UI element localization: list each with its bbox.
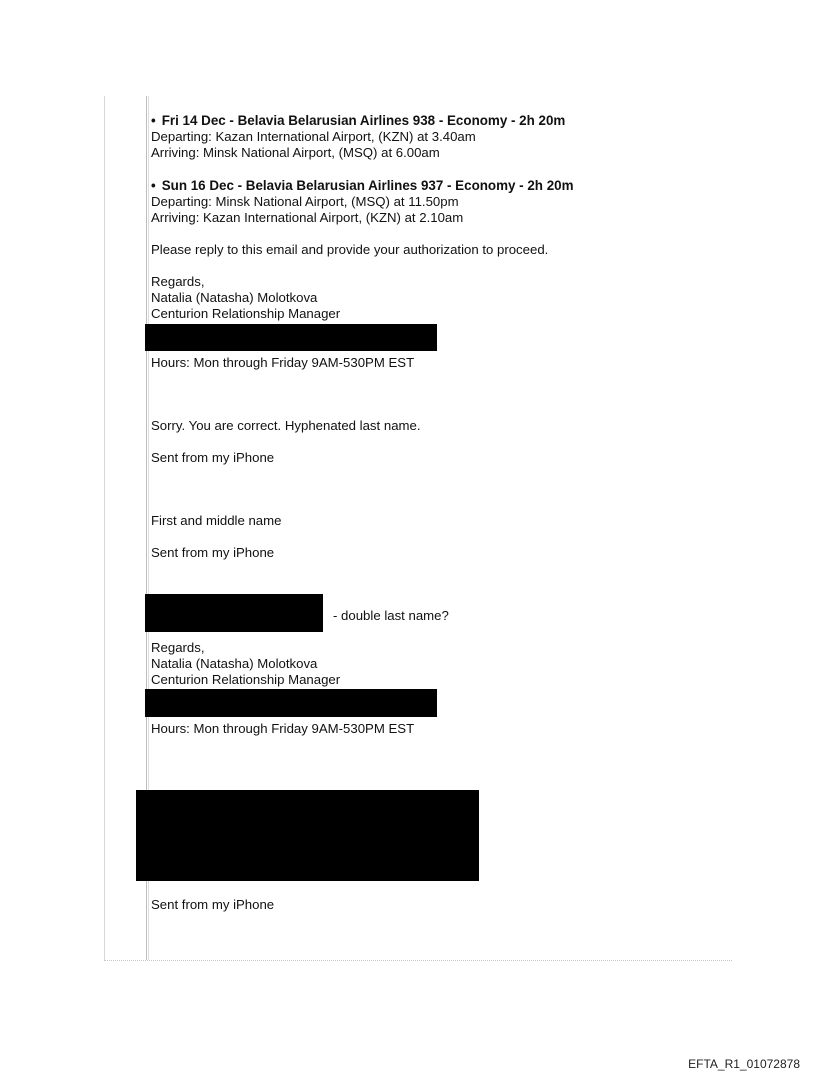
email-frame-bottom-border bbox=[104, 960, 732, 961]
signature-hours: Hours: Mon through Friday 9AM-530PM EST bbox=[151, 721, 415, 736]
signature-title: Centurion Relationship Manager bbox=[151, 672, 341, 687]
signature-regards: Regards, bbox=[151, 274, 205, 289]
redaction-box bbox=[145, 594, 323, 632]
redaction-box bbox=[145, 324, 437, 351]
flight-1-departing: Departing: Kazan International Airport, (KZN) at 3.40am bbox=[151, 129, 476, 144]
sent-from-iphone: Sent from my iPhone bbox=[151, 897, 275, 912]
authorization-request: Please reply to this email and provide your authorization to proceed. bbox=[151, 242, 549, 257]
signature-title: Centurion Relationship Manager bbox=[151, 306, 341, 321]
message-first-middle-name: First and middle name bbox=[151, 513, 282, 528]
flight-1-arriving: Arriving: Minsk National Airport, (MSQ) at 6.00am bbox=[151, 145, 440, 160]
sent-from-iphone: Sent from my iPhone bbox=[151, 545, 275, 560]
bullet-icon: • bbox=[151, 113, 156, 128]
signature-regards: Regards, bbox=[151, 640, 205, 655]
message-double-last-name: - double last name? bbox=[333, 608, 449, 623]
bullet-icon: • bbox=[151, 178, 156, 193]
flight-2-arriving: Arriving: Kazan International Airport, (KZN) at 2.10am bbox=[151, 210, 464, 225]
signature-hours: Hours: Mon through Friday 9AM-530PM EST bbox=[151, 355, 415, 370]
message-hyphenated: Sorry. You are correct. Hyphenated last name. bbox=[151, 418, 421, 433]
flight-2-header-text: Sun 16 Dec - Belavia Belarusian Airlines 937 - Economy - 2h 20m bbox=[161, 178, 574, 193]
redaction-box bbox=[145, 689, 437, 717]
signature-name: Natalia (Natasha) Molotkova bbox=[151, 656, 318, 671]
sent-from-iphone: Sent from my iPhone bbox=[151, 450, 275, 465]
email-frame-left-border bbox=[104, 96, 105, 960]
flight-1-header bbox=[151, 113, 565, 129]
flight-2-header bbox=[151, 178, 574, 194]
document-id: EFTA_R1_01072878 bbox=[688, 1057, 800, 1071]
flight-1-header-text: Fri 14 Dec - Belavia Belarusian Airlines 938 - Economy - 2h 20m bbox=[161, 113, 566, 128]
flight-2-departing: Departing: Minsk National Airport, (MSQ) at 11.50pm bbox=[151, 194, 459, 209]
signature-name: Natalia (Natasha) Molotkova bbox=[151, 290, 318, 305]
redaction-box bbox=[136, 790, 479, 881]
